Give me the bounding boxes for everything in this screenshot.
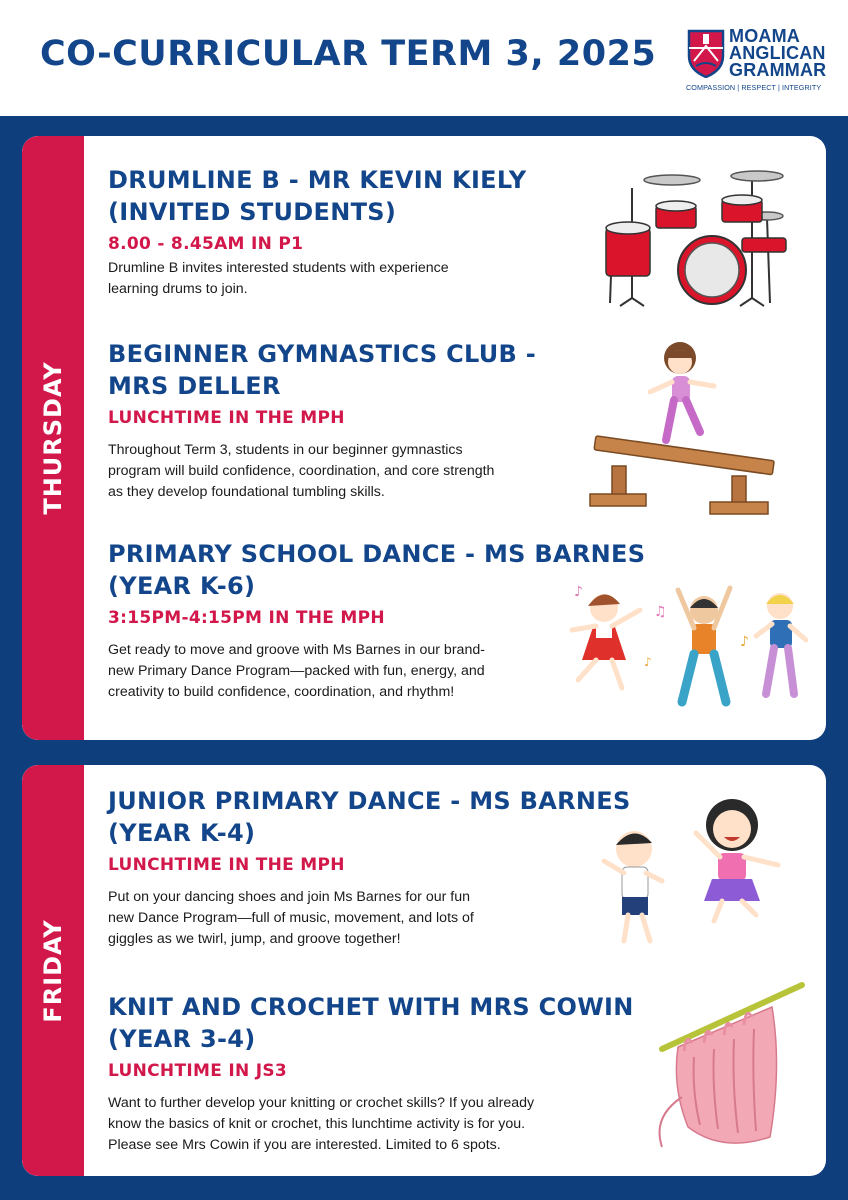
- activity-description: Throughout Term 3, students in our beginner gymnastics program will build confidence, coordination, and core strength as they develop foundational tumbling skills.: [108, 442, 495, 500]
- logo-line-2: ANGLICAN: [729, 43, 826, 63]
- activity-title: JUNIOR PRIMARY DANCE - MS BARNES (YEAR K-4): [108, 787, 631, 847]
- activity-time: LUNCHTIME IN JS3: [108, 1061, 287, 1081]
- svg-text:♪: ♪: [574, 584, 583, 600]
- friday-section: [22, 765, 826, 1176]
- activity-title: PRIMARY SCHOOL DANCE - MS BARNES (YEAR K-6): [108, 540, 646, 600]
- activity-description: Drumline B invites interested students with experience learning drums to join.: [108, 260, 449, 297]
- svg-text:♪: ♪: [644, 655, 652, 669]
- thursday-section: [22, 136, 826, 740]
- day-label-friday: FRIDAY: [39, 918, 67, 1023]
- svg-text:♪: ♪: [740, 634, 749, 650]
- school-name: [729, 28, 826, 79]
- activity-time: LUNCHTIME IN THE MPH: [108, 408, 345, 428]
- day-label-thursday: THURSDAY: [39, 361, 67, 515]
- activity-gymnastics: [108, 338, 578, 503]
- logo-line-1: MOAMA: [729, 26, 800, 46]
- activity-description: Want to further develop your knitting or crochet skills? If you already know the basics of knit or crochet, this lunchtime activity is for you. Please see Mrs Cowin if you are interested. Limited to 6 spots.: [108, 1095, 535, 1153]
- svg-text:♫: ♫: [654, 604, 667, 620]
- activity-title: KNIT AND CROCHET WITH MRS COWIN (YEAR 3-4): [108, 993, 634, 1053]
- activity-title: BEGINNER GYMNASTICS CLUB - MRS DELLER: [108, 340, 537, 400]
- activity-description: Get ready to move and groove with Ms Barnes in our brand- new Primary Dance Program—packed with fun, energy, and creativity to build confidence, coordination, and rhythm!: [108, 642, 485, 700]
- jumping-kids-illustration: [582, 785, 792, 955]
- activity-time: 3:15PM-4:15PM IN THE MPH: [108, 608, 385, 628]
- knitting-illustration: [622, 977, 812, 1157]
- logo-line-3: GRAMMAR: [729, 60, 827, 80]
- dancing-kids-illustration: [544, 576, 814, 716]
- activity-drumline: [108, 164, 588, 300]
- school-logo: [686, 28, 826, 96]
- drum-kit-illustration: [592, 158, 792, 308]
- page-title: CO-CURRICULAR TERM 3, 2025: [40, 34, 657, 74]
- balance-beam-girl-illustration: [582, 336, 792, 526]
- logo-tagline: COMPASSION | RESPECT | INTEGRITY: [686, 83, 822, 92]
- activity-title: DRUMLINE B - MR KEVIN KIELY (INVITED STUDENTS): [108, 166, 527, 226]
- activity-time: LUNCHTIME IN THE MPH: [108, 855, 345, 875]
- thursday-tab: [22, 136, 84, 740]
- friday-tab: [22, 765, 84, 1176]
- page-header: [0, 0, 848, 116]
- activity-time: 8.00 - 8.45AM IN P1: [108, 234, 304, 254]
- activity-description: Put on your dancing shoes and join Ms Barnes for our fun new Dance Program—full of music, movement, and lots of giggles as we twirl, jump, and groove together!: [108, 889, 474, 947]
- school-crest-icon: [686, 28, 726, 78]
- activity-knit-crochet: [108, 991, 668, 1156]
